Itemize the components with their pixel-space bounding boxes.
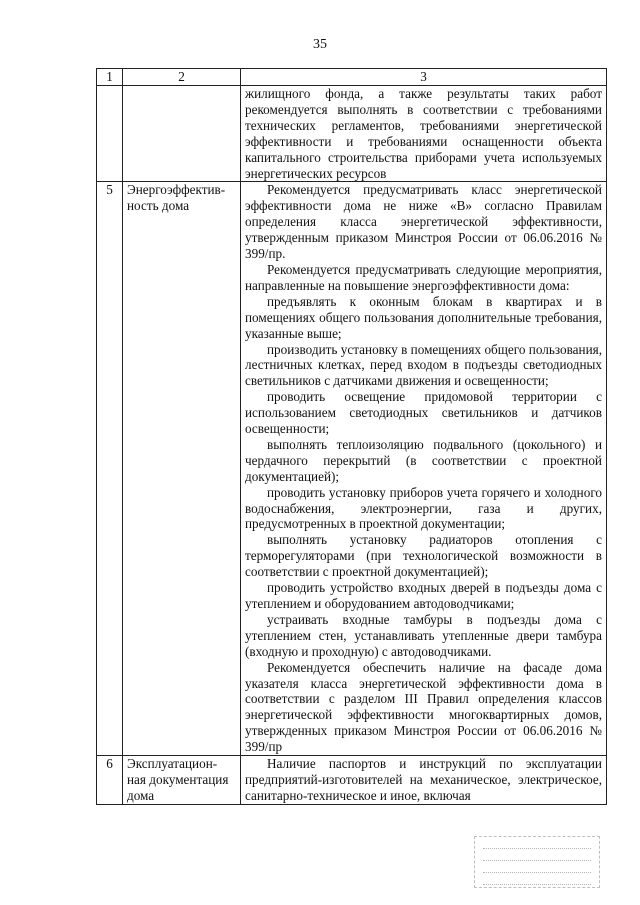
table-row xyxy=(97,86,607,182)
row-title: Энергоэффектив-ность дома xyxy=(123,182,241,756)
header-col-2: 2 xyxy=(123,69,241,86)
row-content xyxy=(241,756,607,805)
row-title: Эксплуатацион-ная документация дома xyxy=(123,756,241,805)
paragraph: Рекомендуется обеспечить наличие на фасаде дома указателя класса энергетической эффективности дома в соответствии с разделом III Правил определения классов энергетической эффективности многоквартирных домов, утвержденных приказом Минстроя России от 06.06.2016 № 399/пр xyxy=(245,659,602,755)
paragraph: Рекомендуется предусматривать класс энергетической эффективности дома не ниже «В» согласно Правилам определения класса энергетической эффективности, утвержденным приказом Минстроя России от 06.06.2016 № 399/пр. xyxy=(245,182,602,262)
paragraph: производить установку в помещениях общего пользования, лестничных клетках, перед входом в подъезды светодиодных светильников с датчиками движения и освещенности; xyxy=(245,341,602,389)
requirements-table xyxy=(96,68,607,805)
paragraph: устраивать входные тамбуры в подъезды дома с утеплением стен, устанавливать утепленные двери тамбура (входную и проходную) с автодоводчиками. xyxy=(245,611,602,659)
row-content xyxy=(241,182,607,756)
paragraph: выполнять установку радиаторов отопления с терморегуляторами (при технологической возможности в соответствии с проектной документацией); xyxy=(245,532,602,580)
row-content xyxy=(241,86,607,182)
paragraph: предъявлять к оконным блокам в квартирах и в помещениях общего пользования дополнительные требования, указанные выше; xyxy=(245,293,602,341)
paragraph: проводить установку приборов учета горячего и холодного водоснабжения, электроэнергии, газа и других, предусмотренных в проектной документации; xyxy=(245,484,602,532)
table-row xyxy=(97,756,607,805)
row-number: 5 xyxy=(97,182,123,756)
page-number: 35 xyxy=(313,37,327,52)
paragraph: проводить освещение придомовой территории с использованием светодиодных светильников и датчиков освещенности; xyxy=(245,389,602,437)
row-number: 6 xyxy=(97,756,123,805)
table-header-row xyxy=(97,69,607,86)
header-col-1: 1 xyxy=(97,69,123,86)
paragraph: Наличие паспортов и инструкций по эксплуатации предприятий-изготовителей на механическое, электрическое, санитарно-техническое и иное, включая xyxy=(245,756,602,803)
row-number xyxy=(97,86,123,182)
paragraph: жилищного фонда, а также результаты таких работ рекомендуется выполнять в соответствии с требованиями технических регламентов, требованиями энергетической эффективности и требованиями оснащенности объекта капитального строительства приборами учета используемых энергетических ресурсов xyxy=(245,86,602,181)
paragraph: Рекомендуется предусматривать следующие мероприятия, направленные на повышение энергоэффективности дома: xyxy=(245,261,602,293)
registration-stamp xyxy=(474,836,600,888)
table-row xyxy=(97,182,607,756)
header-col-3: 3 xyxy=(241,69,607,86)
paragraph: проводить устройство входных дверей в подъезды дома с утеплением и оборудованием автодоводчиками; xyxy=(245,580,602,611)
paragraph: выполнять теплоизоляцию подвального (цокольного) и чердачного перекрытий (в соответствии с проектной документацией); xyxy=(245,436,602,484)
row-title xyxy=(123,86,241,182)
